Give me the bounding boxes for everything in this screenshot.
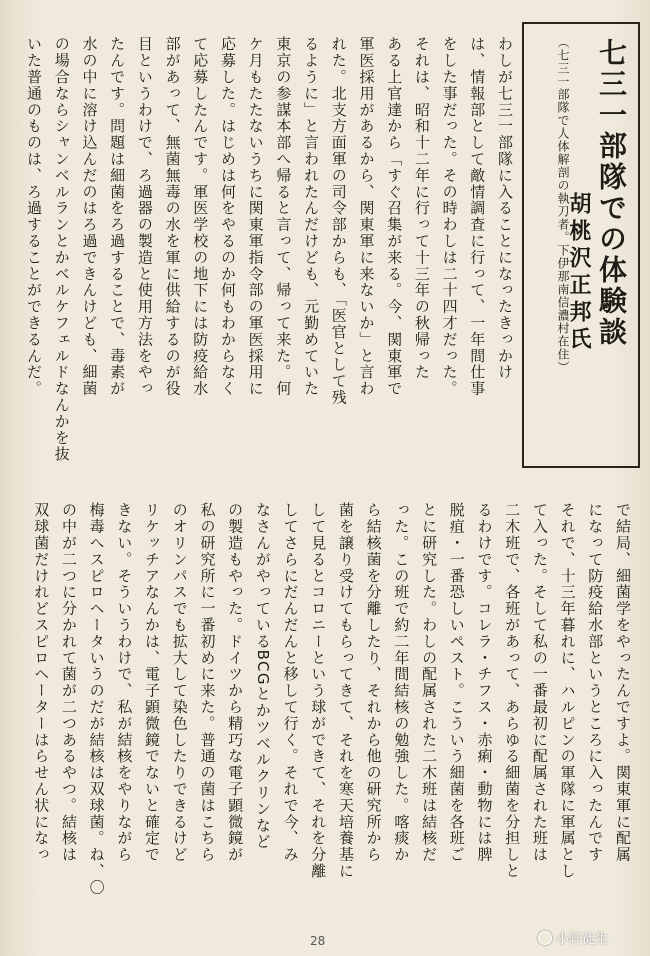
text-line: いた普通のものは、ろ過することができるんだ。 [25,36,44,397]
text-line: 脱疽・一番恐しいペスト。こういう細菌を各班ご [447,502,466,863]
text-line: 菌を譲り受けてもらってきて、それを寒天培養基に [336,502,355,880]
text-line: 部があって、無菌無毒の水を軍に供給するのが役 [163,36,182,397]
text-line: ら結核菌を分離したり、それから他の研究所から [364,502,383,863]
text-line: ケ月もたたないうちに関東軍指令部の軍医採用に [246,36,265,397]
watermark-text: 小轩徒生 [556,932,609,947]
text-line: それは、昭和十二年に行って十三年の秋帰った [412,36,431,381]
text-line: それで、十三年暮れに、ハルピンの軍隊に軍属とし [558,502,577,880]
title-box [522,22,640,468]
text-line: とに研究した。わしの配属された二木班は結核だ [420,502,439,863]
text-line: るように」と言われたんだけども、元勤めていた [302,36,321,397]
text-line: 東京の参謀本部へ帰ると言って、帰って来た。何 [274,36,293,397]
watermark [538,928,608,947]
top-text-block [19,36,518,466]
text-line: 軍医採用があるから、関東軍に来ないか」と言わ [357,36,376,397]
page-number: 28 [310,934,326,948]
text-line: の製造もやった。ドイツから精巧な電子顕微鏡が [226,502,245,863]
text-line: なさんがやっているBCGとかツベルクリンなど [253,502,272,850]
text-line: わしが七三一部隊に入ることになったきっかけ [496,36,514,381]
text-line: れた。北支方面軍の司令部からも、「医官として残 [329,36,348,406]
text-line: ある上官達から「すぐ召集が来る。今、関東軍で [385,36,404,397]
text-line: 応募した。はじめは何をやるのか何もわからなく [218,36,237,397]
text-line: のオリンパスでも拡大して染色したりできるけど [170,502,189,863]
text-line: は、情報部として敵情調査に行って、一年間仕事 [468,36,487,397]
text-line: の場合ならシャンベルランとかベルケフェルドなんかを抜 [52,36,71,463]
text-line: 私の研究所に一番初めに来た。普通の菌はこちら [198,502,217,863]
text-line: 二木班で、各班があって、あらゆる細菌を分担しと [503,502,522,880]
text-line: 梅毒へスピロヘータいうのだが結核は双球菌。ね、〇 [87,502,106,896]
text-line: るわけです。コレラ・チフス・赤痢・動物には脾 [475,502,494,863]
text-line: 水の中に溶け込んだのはろ過できんけども、細菌 [80,36,99,397]
text-line: になって防疫給水部というところに入ったんです [586,502,605,863]
text-line: リケッチアなんかは、電子顕微鏡でないと確定で [143,502,162,863]
article-author: 胡桃沢正邦氏 [566,192,591,354]
text-line: で結局、細菌学をやったんですよ。関東軍に配属 [614,502,632,863]
text-line: 目というわけで、ろ過器の製造と使用方法をやっ [135,36,154,397]
text-line: して見るとコロニーという球ができて、それを分離 [309,502,328,880]
text-line: て応募したんです。軍医学校の地下には防疫給水 [191,36,210,397]
text-line: て入った。そして私の一番最初に配属された班は [530,502,549,863]
text-line: の中が二つに分かれて菌が二つあるやつ。結核は [59,502,78,863]
bottom-text-block [27,502,636,922]
text-line: きない。そういうわけで、私が結核をやりながら [115,502,134,863]
text-line: をした事だった。その時わしは二十四才だった。 [440,36,459,397]
article-title: 七三一部隊での体験談 [595,38,628,348]
watermark-icon [538,931,552,945]
text-line: 双球菌だけれどスピロヘーターはらせん状になっ [32,502,51,863]
text-line: してさらにだんだんと移して行く。それで今、み [281,502,300,863]
text-line: たんです。問題は細菌をろ過することで、毒素が [108,36,127,397]
article-subtitle: （七三一部隊で人体解剖の執刀者。下伊那南信濃村在住） [556,36,570,374]
text-line: った。この班で約二年間結核の勉強した。喀痰か [392,502,411,863]
